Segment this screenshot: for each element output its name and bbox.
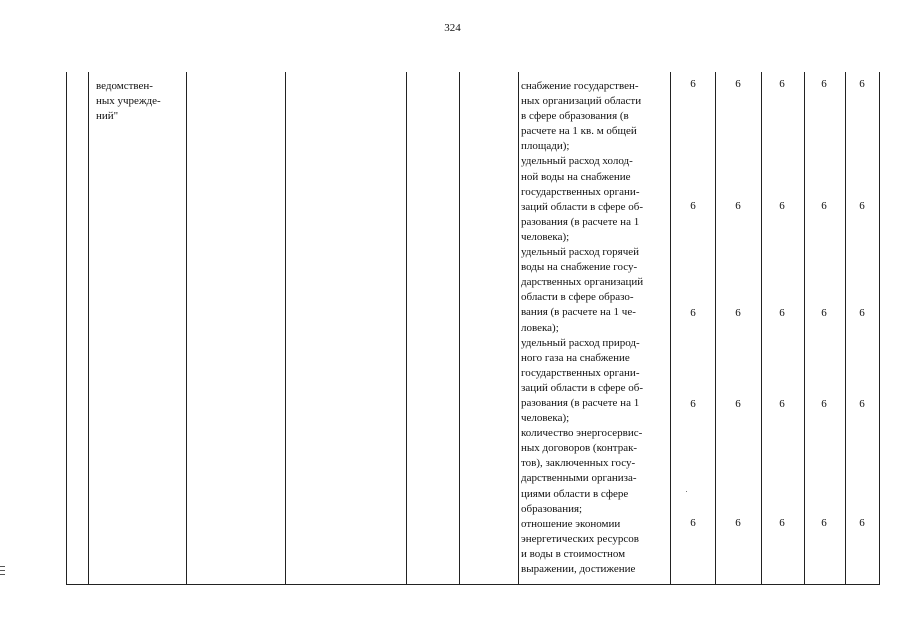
text-line: отношение экономии	[521, 517, 621, 530]
column-border	[285, 72, 286, 584]
text-line: разования (в расчете на 1	[521, 396, 640, 409]
text-line: человека);	[521, 230, 570, 243]
value-cell: 6	[735, 517, 741, 529]
text-line: государственных органи-	[521, 366, 640, 379]
text-line: энергетических ресурсов	[521, 532, 639, 545]
text-line: в сфере образования (в	[521, 110, 629, 123]
value-cell: 6	[690, 517, 696, 529]
value-cell: 6	[821, 517, 827, 529]
scan-edge-marks	[0, 566, 5, 578]
column-border	[406, 72, 407, 584]
value-cell: 6	[690, 398, 696, 410]
text-line: ловека);	[521, 321, 559, 334]
column-border	[845, 72, 846, 584]
value-cell: 6	[779, 307, 785, 319]
value-cell: 6	[859, 78, 865, 90]
text-line: ных учрежде-	[96, 95, 161, 108]
column-border	[879, 72, 880, 584]
text-line: дарственными организа-	[521, 472, 637, 485]
text-line: воды на снабжение госу-	[521, 261, 638, 274]
value-cell: 6	[779, 398, 785, 410]
column-border	[66, 72, 67, 584]
value-cell: 6	[735, 200, 741, 212]
value-cell: 6	[735, 307, 741, 319]
column-border	[761, 72, 762, 584]
page-number: 324	[444, 22, 461, 34]
text-line: тов), заключенных госу-	[521, 457, 636, 470]
column-border	[88, 72, 89, 584]
column-border	[804, 72, 805, 584]
value-cell: 6	[859, 200, 865, 212]
value-cell: 6	[690, 307, 696, 319]
text-line: ведомствен-	[96, 80, 153, 92]
value-cell: 6	[779, 517, 785, 529]
scan-speck	[686, 491, 687, 492]
table-bottom-rule	[66, 584, 880, 585]
program-name-cell	[96, 79, 161, 124]
text-line: области в сфере образо-	[521, 291, 634, 304]
value-cell: 6	[821, 200, 827, 212]
value-cell: 6	[690, 78, 696, 90]
text-line: образования;	[521, 502, 583, 515]
value-cell: 6	[859, 307, 865, 319]
text-line: удельный расход горячей	[521, 246, 640, 259]
text-line: удельный расход природ-	[521, 336, 640, 349]
table	[66, 72, 880, 584]
text-line: циями области в сфере	[521, 487, 629, 500]
column-border	[715, 72, 716, 584]
text-line: ний"	[96, 110, 119, 123]
text-line: площади);	[521, 140, 570, 153]
column-border	[186, 72, 187, 584]
value-cell: 6	[690, 200, 696, 212]
value-cell: 6	[821, 398, 827, 410]
text-line: заций области в сфере об-	[521, 200, 644, 213]
text-line: человека);	[521, 412, 570, 425]
column-border	[518, 72, 519, 584]
value-cell: 6	[859, 398, 865, 410]
value-cell: 6	[859, 517, 865, 529]
value-cell: 6	[821, 307, 827, 319]
text-line: и воды в стоимостном	[521, 547, 626, 560]
text-line: снабжение государствен-	[521, 80, 639, 92]
value-cell: 6	[779, 200, 785, 212]
text-line: выражении, достижение	[521, 563, 636, 575]
column-border	[459, 72, 460, 584]
text-line: удельный расход холод-	[521, 155, 633, 168]
value-cell: 6	[779, 78, 785, 90]
indicator-description-cell	[521, 79, 643, 577]
text-line: вания (в расчете на 1 че-	[521, 306, 636, 319]
text-line: ных договоров (контрак-	[521, 442, 638, 455]
text-line: ных организаций области	[521, 95, 642, 108]
text-line: разования (в расчете на 1	[521, 215, 640, 228]
text-line: заций области в сфере об-	[521, 381, 644, 394]
text-line: расчете на 1 кв. м общей	[521, 125, 637, 138]
text-line: количество энергосервис-	[521, 427, 643, 440]
value-cell: 6	[821, 78, 827, 90]
column-border	[670, 72, 671, 584]
value-cell: 6	[735, 398, 741, 410]
text-line: ного газа на снабжение	[521, 351, 630, 364]
text-line: дарственных организаций	[521, 276, 644, 289]
value-cell: 6	[735, 78, 741, 90]
text-line: государственных органи-	[521, 185, 640, 198]
text-line: ной воды на снабжение	[521, 170, 631, 183]
